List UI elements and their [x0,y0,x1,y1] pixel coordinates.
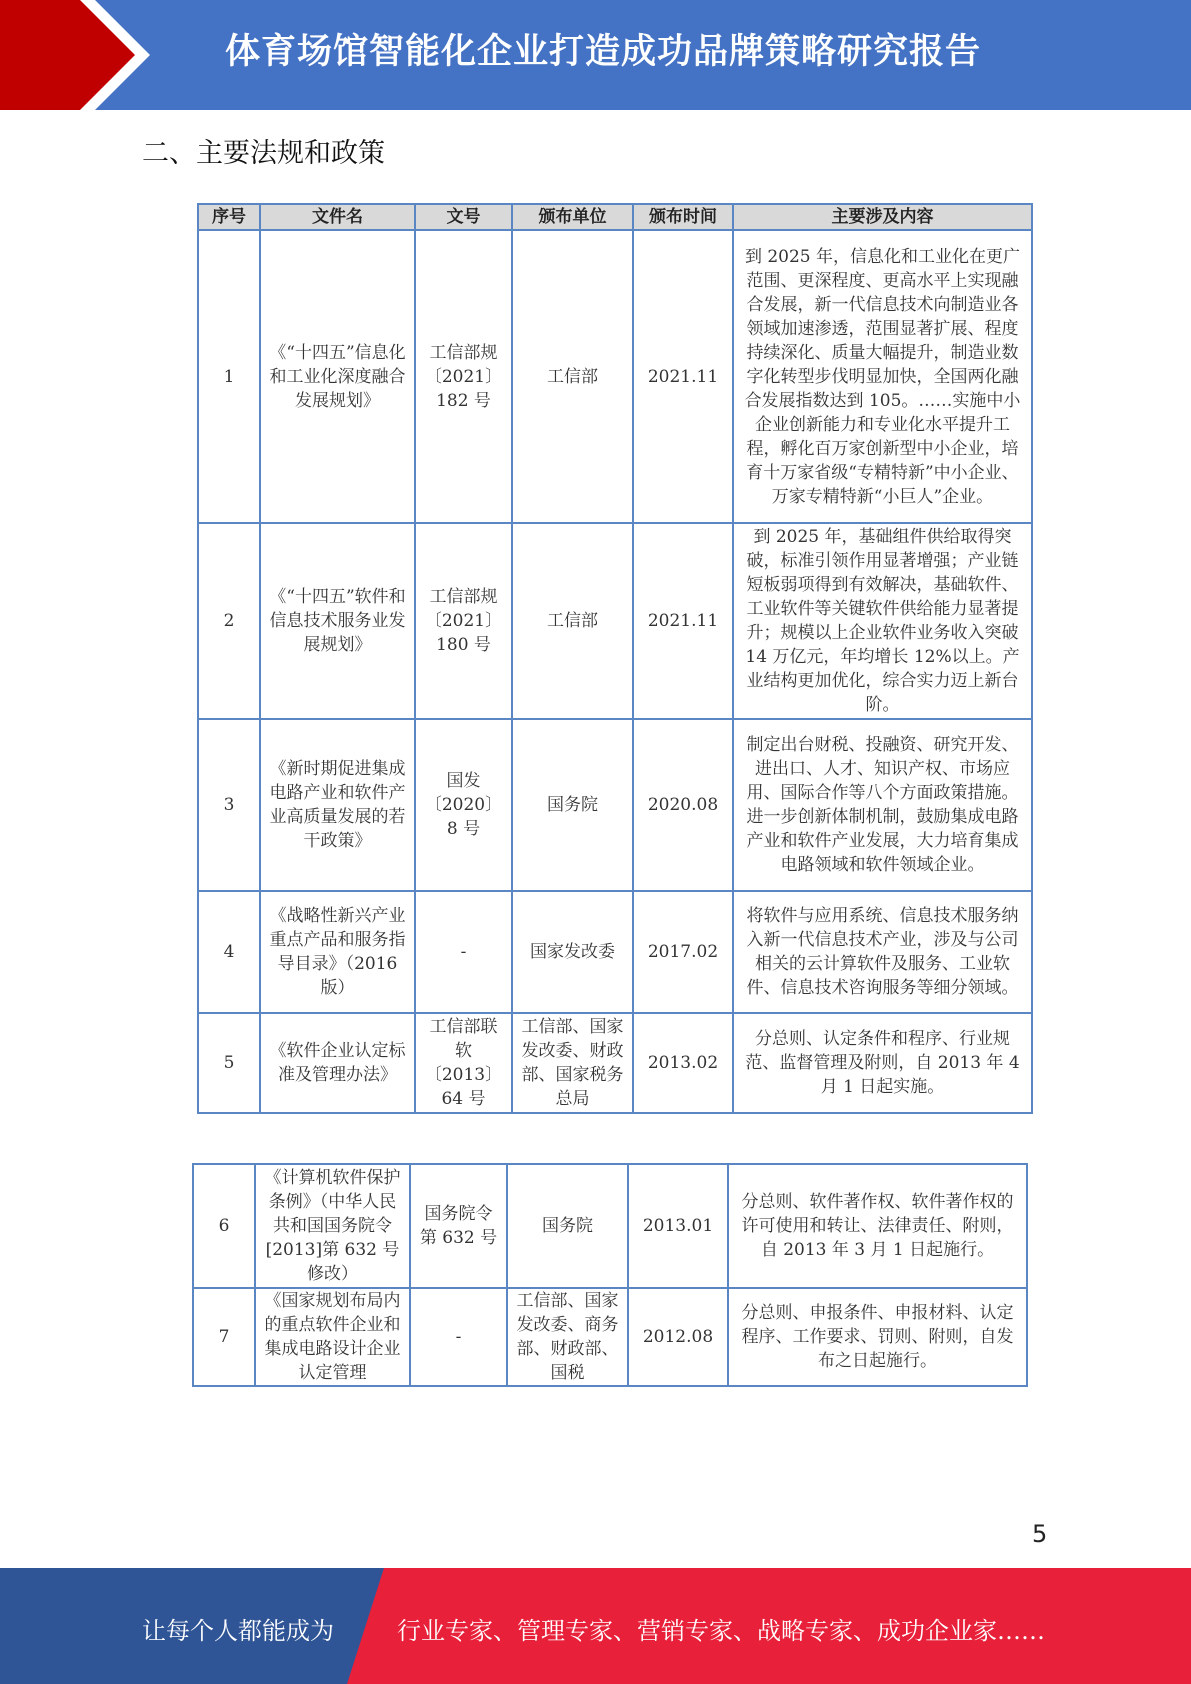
row-date: 2021.11 [633,523,733,719]
table-row [198,719,1032,891]
footer-slogan-left: 让每个人都能成为 [142,1617,334,1645]
row-content: 分总则、认定条件和程序、行业规范、监督管理及附则，自 2013 年 4 月 1 日起实施。 [733,1013,1032,1113]
row-issuer [507,1288,628,1386]
row-issuer: 国务院 [512,719,633,891]
table-header-row [198,204,1032,230]
row-doc-no: - [415,891,512,1013]
row-content: 分总则、申报条件、申报材料、认定程序、工作要求、罚则、附则，自发布之日起施行。 [728,1288,1027,1386]
table-row [193,1288,1027,1386]
table-row [198,230,1032,523]
row-name: 《软件企业认定标准及管理办法》 [260,1013,415,1113]
row-content: 将软件与应用系统、信息技术服务纳入新一代信息技术产业，涉及与公司相关的云计算软件及服务、工业软件、信息技术咨询服务等细分领域。 [733,891,1032,1013]
row-date: 2013.01 [628,1164,728,1288]
report-title: 体育场馆智能化企业打造成功品牌策略研究报告 [225,32,982,72]
header-arrow-decoration [0,0,160,110]
row-doc-no: 国发〔2020〕8 号 [415,719,512,891]
row-doc-no: 工信部规〔2021〕180 号 [415,523,512,719]
row-doc-no: 国务院令第 632 号 [410,1164,507,1288]
page-number: 5 [1032,1520,1048,1548]
row-issuer: 国家发改委 [512,891,633,1013]
table-row [198,891,1032,1013]
row-issuer: 工信部 [512,523,633,719]
column-header-no: 序号 [198,204,260,230]
row-doc-no: 工信部规〔2021〕182 号 [415,230,512,523]
section-heading: 二、主要法规和政策 [142,138,385,169]
footer-banner [0,1568,1191,1684]
regulations-table [197,203,1033,1114]
column-header-content: 主要涉及内容 [733,204,1032,230]
table-row [198,1013,1032,1113]
row-content: 到 2025 年，信息化和工业化在更广范围、更深程度、更高水平上实现融合发展，新一代信息技术向制造业各领域加速渗透，范围显著扩展、程度持续深化、质量大幅提升，制造业数字化转型步伐明显加快，全国两化融合发展指数达到 105。……实施中小企业创新能力和专业化水平提升工程，孵化百万家创新型中小企业，培育十万家省级“专精特新”中小企业、万家专精特新“小巨人”企业。 [733,230,1032,523]
table-row [193,1164,1027,1288]
row-no: 7 [193,1288,255,1386]
row-name: 《“十四五”信息化和工业化深度融合发展规划》 [260,230,415,523]
row-no: 6 [193,1164,255,1288]
row-content: 到 2025 年，基础组件供给取得突破，标准引领作用显著增强；产业链短板弱项得到有效解决，基础软件、工业软件等关键软件供给能力显著提升；规模以上企业软件业务收入突破 14 万亿元，年均增长 12%以上。产业结构更加优化，综合实力迈上新台阶。 [733,523,1032,719]
row-name: 《战略性新兴产业重点产品和服务指导目录》（2016 版） [260,891,415,1013]
regulations-table-continued [192,1163,1028,1387]
table-row [198,523,1032,719]
row-no: 3 [198,719,260,891]
row-no: 4 [198,891,260,1013]
row-content: 分总则、软件著作权、软件著作权的许可使用和转让、法律责任、附则，自 2013 年 3 月 1 日起施行。 [728,1164,1027,1288]
row-date: 2021.11 [633,230,733,523]
column-header-doc-no: 文号 [415,204,512,230]
row-date: 2017.02 [633,891,733,1013]
row-issuer-text: 工信部、国家发改委、商务部、财政部、国税 [516,1291,619,1383]
row-name: 《计算机软件保护条例》（中华人民共和国国务院令[2013]第 632 号修改） [255,1164,410,1288]
row-no: 5 [198,1013,260,1113]
row-no: 1 [198,230,260,523]
row-issuer: 工信部 [512,230,633,523]
column-header-date: 颁布时间 [633,204,733,230]
row-date: 2013.02 [633,1013,733,1113]
column-header-issuer: 颁布单位 [512,204,633,230]
header-banner [0,0,1191,110]
row-doc-no: 工信部联软〔2013〕64 号 [415,1013,512,1113]
row-date: 2012.08 [628,1288,728,1386]
row-name [255,1288,410,1386]
row-name: 《“十四五”软件和信息技术服务业发展规划》 [260,523,415,719]
row-no: 2 [198,523,260,719]
row-name-text: 《国家规划布局内的重点软件企业和集成电路设计企业认定管理 [264,1291,401,1383]
row-doc-no: - [410,1288,507,1386]
row-content: 制定出台财税、投融资、研究开发、进出口、人才、知识产权、市场应用、国际合作等八个方面政策措施。进一步创新体制机制，鼓励集成电路产业和软件产业发展，大力培育集成电路领域和软件领域企业。 [733,719,1032,891]
row-date: 2020.08 [633,719,733,891]
footer-slogan-right: 行业专家、管理专家、营销专家、战略专家、成功企业家…… [397,1617,1045,1645]
column-header-name: 文件名 [260,204,415,230]
row-issuer: 国务院 [507,1164,628,1288]
row-name: 《新时期促进集成电路产业和软件产业高质量发展的若干政策》 [260,719,415,891]
row-issuer: 工信部、国家发改委、财政部、国家税务总局 [512,1013,633,1113]
